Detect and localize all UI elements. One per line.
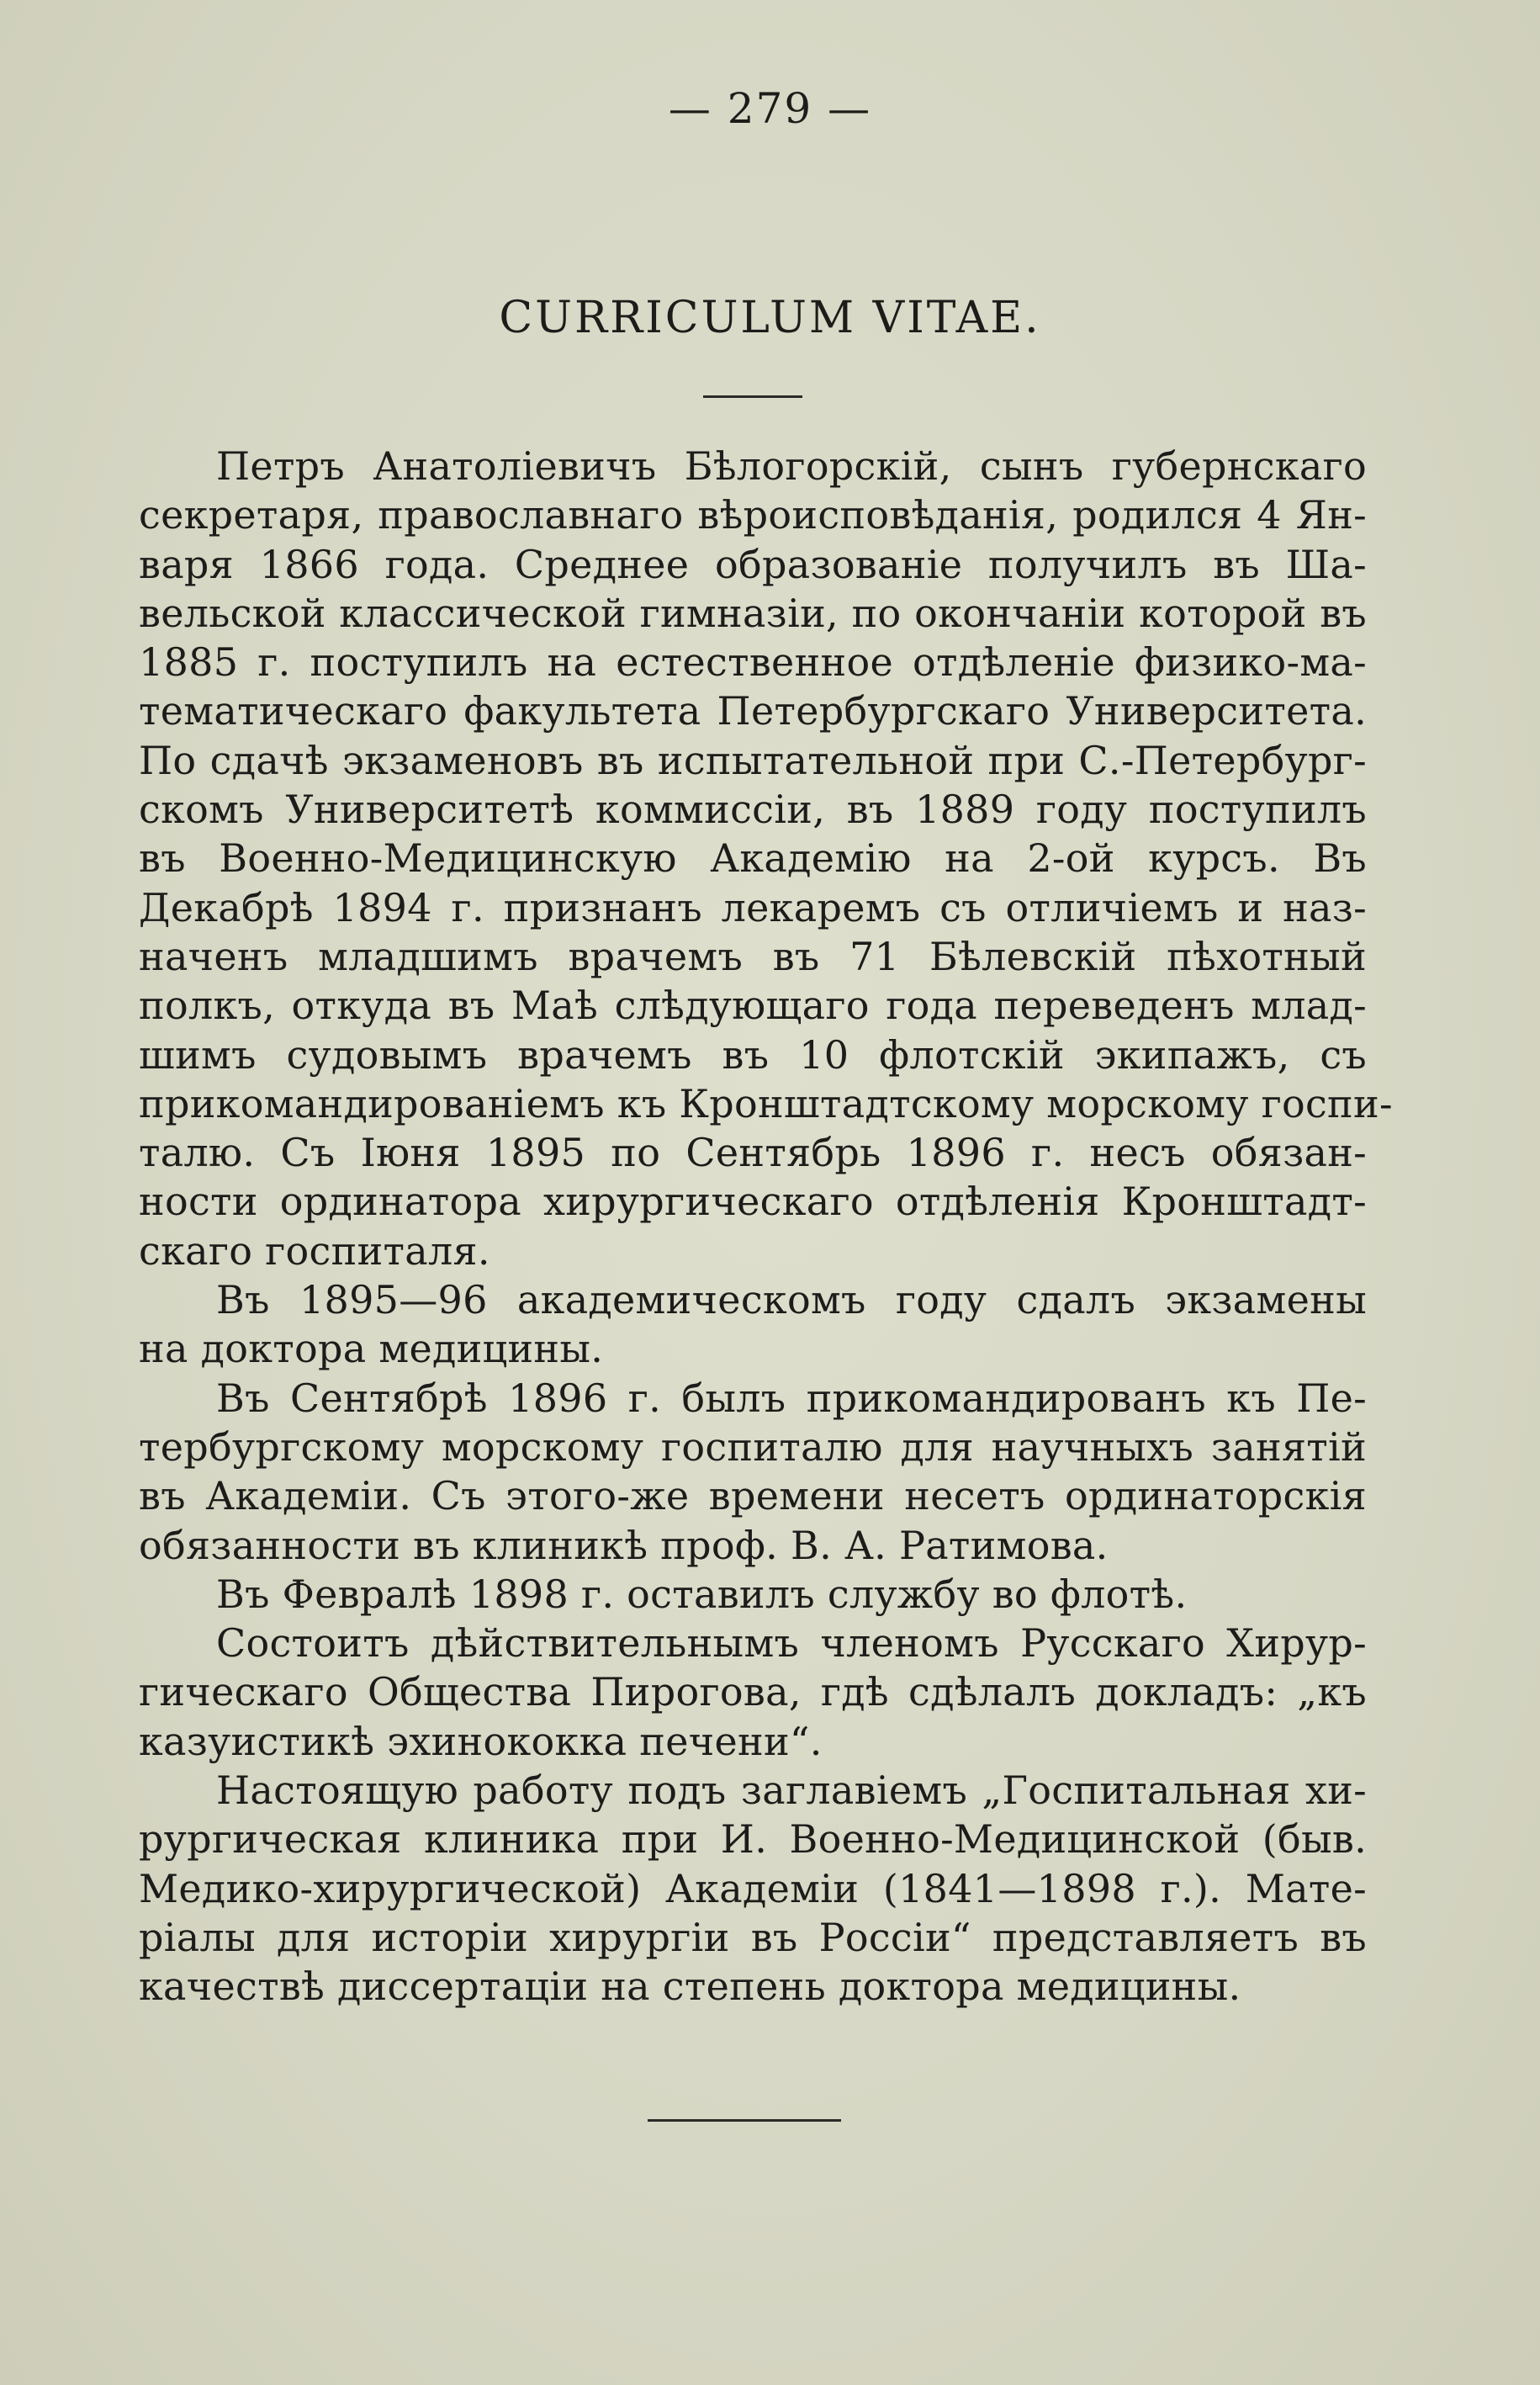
- page-title: CURRICULUM VITAE.: [499, 293, 1041, 343]
- text-line: обязанности въ клиникѣ проф. В. А. Ратимова.: [139, 1522, 1109, 1568]
- text-line: вельской классической гимназіи, по окончаніи которой въ: [139, 590, 1367, 636]
- text-line: Въ Сентябрѣ 1896 г. былъ прикомандированъ къ Пе-: [216, 1375, 1367, 1421]
- text-line: въ Академіи. Съ этого-же времени несетъ ординаторскія: [139, 1473, 1367, 1519]
- text-line: прикомандированіемъ къ Кронштадтскому морскому госпи-: [139, 1080, 1393, 1126]
- text-line: тематическаго факультета Петербургскаго Университета.: [139, 688, 1367, 734]
- text-line: Декабрѣ 1894 г. признанъ лекаремъ съ отличіемъ и наз-: [139, 884, 1367, 930]
- text-line: ности ординатора хирургическаго отдѣленія Кронштадт-: [139, 1179, 1367, 1225]
- text-line: Петръ Анатоліевичъ Бѣлогорскій, сынъ губернскаго: [216, 443, 1367, 489]
- text-line: Въ 1895—96 академическомъ году сдалъ экзамены: [216, 1277, 1367, 1323]
- text-line: ріалы для исторіи хирургіи въ Россіи“ представляетъ въ: [139, 1914, 1367, 1960]
- text-line: шимъ судовымъ врачемъ въ 10 флотскій экипажъ, съ: [139, 1031, 1367, 1078]
- text-line: талю. Съ Іюня 1895 по Сентябрь 1896 г. несъ обязан-: [139, 1130, 1367, 1176]
- text-line: Настоящую работу подъ заглавіемъ „Госпитальная хи-: [216, 1768, 1367, 1814]
- text-line: наченъ младшимъ врачемъ въ 71 Бѣлевскій пѣхотный: [139, 933, 1367, 979]
- text-line: Медико-хирургической) Академіи (1841—1898 г.). Мате-: [139, 1865, 1367, 1911]
- end-divider: [648, 2119, 841, 2122]
- text-line: Состоитъ дѣйствительнымъ членомъ Русскаго Хирур-: [216, 1620, 1367, 1667]
- text-line: скаго госпиталя.: [139, 1227, 490, 1274]
- text-line: въ Военно-Медицинскую Академію на 2-ой курсъ. Въ: [139, 835, 1367, 882]
- text-line: варя 1866 года. Среднее образованіе получилъ въ Ша-: [139, 541, 1367, 587]
- text-line: Въ Февралѣ 1898 г. оставилъ службу во флотѣ.: [216, 1571, 1188, 1617]
- text-line: тербургскому морскому госпиталю для научныхъ занятій: [139, 1423, 1367, 1470]
- title-divider: [703, 395, 802, 398]
- text-line: казуистикѣ эхинококка печени“.: [139, 1718, 823, 1764]
- body-text: [139, 442, 1393, 2011]
- text-line: на доктора медицины.: [139, 1326, 604, 1372]
- text-line: рургическая клиника при И. Военно-Медицинской (быв.: [139, 1816, 1367, 1863]
- text-line: По сдачѣ экзаменовъ въ испытательной при С.-Петербург-: [139, 737, 1367, 783]
- text-line: секретаря, православнаго вѣроисповѣданія, родился 4 Ян-: [139, 492, 1367, 538]
- text-line: скомъ Университетѣ коммиссіи, въ 1889 году поступилъ: [139, 787, 1367, 833]
- text-line: полкъ, откуда въ Маѣ слѣдующаго года переведенъ млад-: [139, 983, 1367, 1029]
- text-line: гическаго Общества Пирогова, гдѣ сдѣлалъ докладъ: „къ: [139, 1669, 1367, 1715]
- page-number: — 279 —: [668, 84, 872, 133]
- text-line: 1885 г. поступилъ на естественное отдѣленіе физико-ма-: [139, 639, 1367, 686]
- text-line: качествѣ диссертаціи на степень доктора медицины.: [139, 1964, 1241, 2010]
